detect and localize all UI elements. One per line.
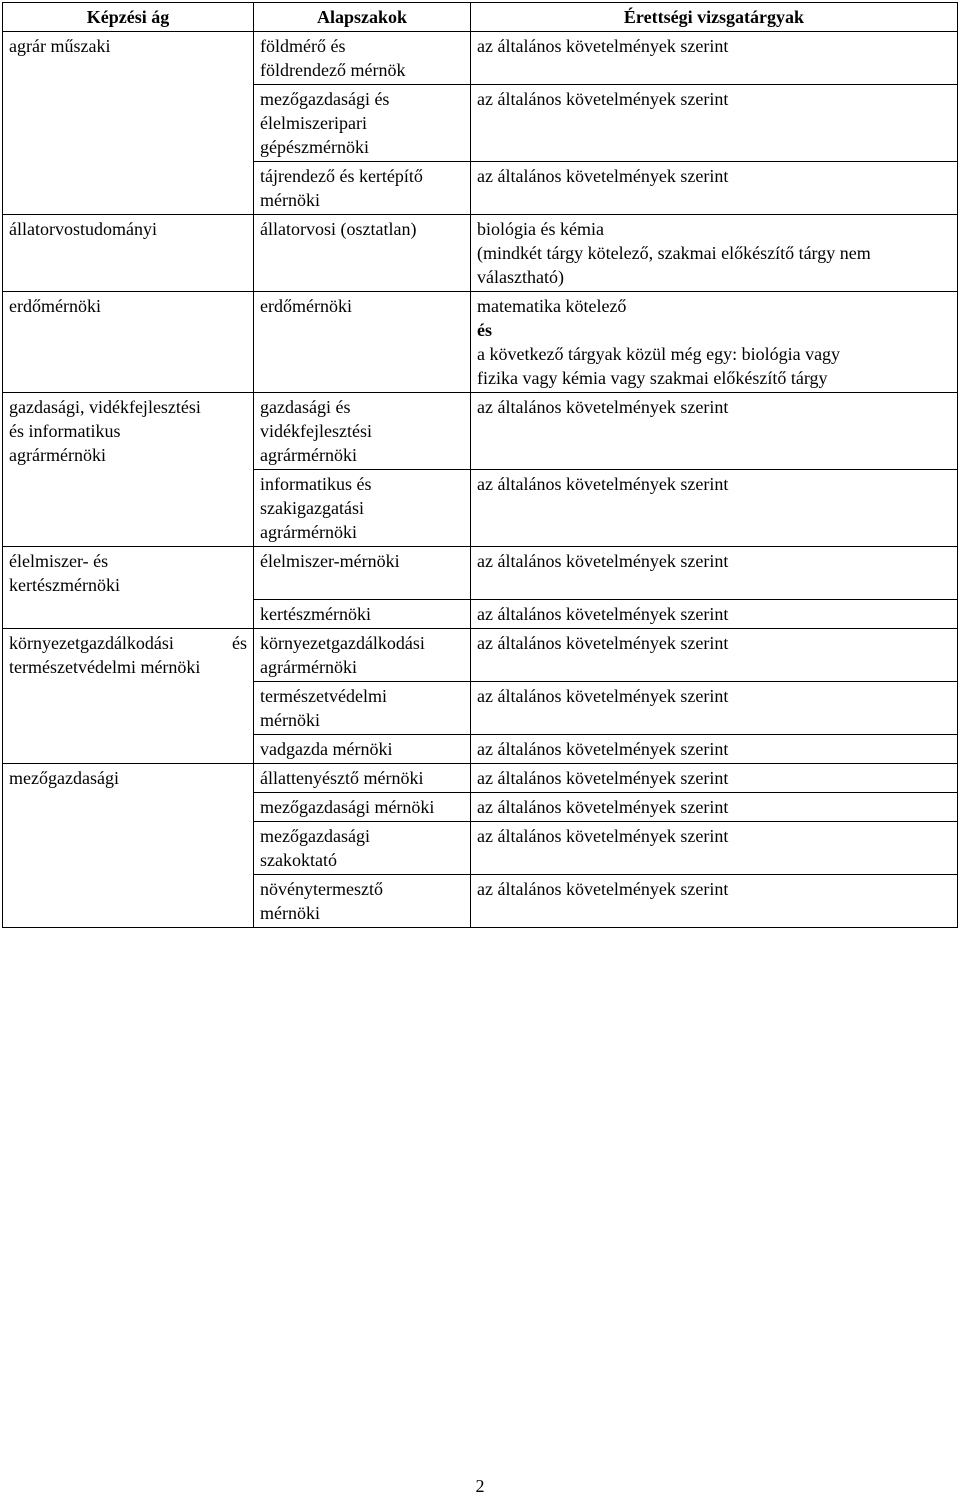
requirements-table	[2, 2, 958, 928]
program-cell: természetvédelmi mérnöki	[254, 682, 471, 735]
subject-cell: az általános követelmények szerint	[471, 793, 958, 822]
page-number: 2	[475, 1476, 485, 1496]
branch-cell: élelmiszer- és kertészmérnöki	[3, 547, 254, 629]
program-cell: mezőgazdasági szakoktató	[254, 822, 471, 875]
table-row	[3, 764, 958, 793]
branch-cell: gazdasági, vidékfejlesztési és informatikus agrármérnöki	[3, 393, 254, 547]
program-cell: kertészmérnöki	[254, 600, 471, 629]
program-cell: élelmiszer-mérnöki	[254, 547, 471, 600]
table-row	[3, 629, 958, 682]
program-cell: erdőmérnöki	[254, 292, 471, 393]
header-subjects: Érettségi vizsgatárgyak	[471, 3, 958, 32]
subject-cell: az általános követelmények szerint	[471, 822, 958, 875]
branch-cell: mezőgazdasági	[3, 764, 254, 928]
subject-cell: az általános követelmények szerint	[471, 85, 958, 162]
subject-cell: az általános követelmények szerint	[471, 875, 958, 928]
program-cell: mezőgazdasági mérnöki	[254, 793, 471, 822]
subject-cell: az általános követelmények szerint	[471, 735, 958, 764]
program-cell: informatikus és szakigazgatási agrármérnöki	[254, 470, 471, 547]
subject-cell: az általános követelmények szerint	[471, 629, 958, 682]
subject-cell: az általános követelmények szerint	[471, 600, 958, 629]
program-cell: gazdasági és vidékfejlesztési agrármérnöki	[254, 393, 471, 470]
subject-cell: biológia és kémia (mindkét tárgy kötelező, szakmai előkészítő tárgy nem választható)	[471, 215, 958, 292]
subject-cell: az általános követelmények szerint	[471, 32, 958, 85]
subject-cell: az általános követelmények szerint	[471, 682, 958, 735]
branch-cell: állatorvostudományi	[3, 215, 254, 292]
branch-cell: agrár műszaki	[3, 32, 254, 215]
table-row	[3, 292, 958, 393]
program-cell: tájrendező és kertépítő mérnöki	[254, 162, 471, 215]
program-cell: földmérő és földrendező mérnök	[254, 32, 471, 85]
branch-cell: környezetgazdálkodási és természetvédelmi mérnöki	[3, 629, 254, 764]
subject-cell: matematika kötelező és a következő tárgyak közül még egy: biológia vagy fizika vagy kémia vagy szakmai előkészítő tárgy	[471, 292, 958, 393]
subject-cell: az általános követelmények szerint	[471, 470, 958, 547]
subject-cell: az általános követelmények szerint	[471, 547, 958, 600]
branch-cell: erdőmérnöki	[3, 292, 254, 393]
table-row	[3, 215, 958, 292]
header-programs: Alapszakok	[254, 3, 471, 32]
header-branch: Képzési ág	[3, 3, 254, 32]
program-cell: környezetgazdálkodási agrármérnöki	[254, 629, 471, 682]
program-cell: állatorvosi (osztatlan)	[254, 215, 471, 292]
table-row	[3, 32, 958, 85]
program-cell: vadgazda mérnöki	[254, 735, 471, 764]
header-row	[3, 3, 958, 32]
program-cell: növénytermesztő mérnöki	[254, 875, 471, 928]
subject-cell: az általános követelmények szerint	[471, 764, 958, 793]
subject-cell: az általános követelmények szerint	[471, 162, 958, 215]
table-row	[3, 393, 958, 470]
program-cell: állattenyésztő mérnöki	[254, 764, 471, 793]
program-cell: mezőgazdasági és élelmiszeripari gépészmérnöki	[254, 85, 471, 162]
table-row	[3, 547, 958, 600]
subject-cell: az általános követelmények szerint	[471, 393, 958, 470]
